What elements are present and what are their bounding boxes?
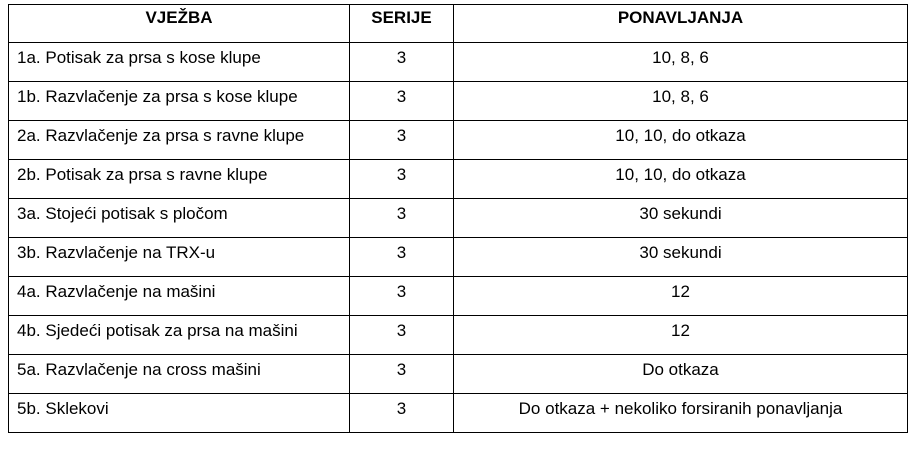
table-row <box>9 121 908 160</box>
reps-cell: 30 sekundi <box>454 199 908 238</box>
sets-cell: 3 <box>350 238 454 277</box>
workout-table <box>8 4 908 433</box>
reps-cell: Do otkaza <box>454 355 908 394</box>
header-row <box>9 5 908 43</box>
table-row <box>9 43 908 82</box>
reps-cell: 10, 10, do otkaza <box>454 121 908 160</box>
reps-cell: 30 sekundi <box>454 238 908 277</box>
exercise-cell: 3b. Razvlačenje na TRX-u <box>9 238 350 277</box>
reps-cell: 10, 10, do otkaza <box>454 160 908 199</box>
exercise-cell: 1a. Potisak za prsa s kose klupe <box>9 43 350 82</box>
reps-cell: 12 <box>454 316 908 355</box>
table-row <box>9 394 908 433</box>
sets-cell: 3 <box>350 121 454 160</box>
sets-cell: 3 <box>350 199 454 238</box>
reps-cell: 10, 8, 6 <box>454 82 908 121</box>
table-row <box>9 277 908 316</box>
sets-cell: 3 <box>350 82 454 121</box>
header-sets: SERIJE <box>350 5 454 43</box>
reps-cell: Do otkaza + nekoliko forsiranih ponavljanja <box>454 394 908 433</box>
table-row <box>9 316 908 355</box>
sets-cell: 3 <box>350 394 454 433</box>
exercise-cell: 4b. Sjedeći potisak za prsa na mašini <box>9 316 350 355</box>
header-exercise: VJEŽBA <box>9 5 350 43</box>
sets-cell: 3 <box>350 160 454 199</box>
reps-cell: 12 <box>454 277 908 316</box>
sets-cell: 3 <box>350 277 454 316</box>
exercise-cell: 5a. Razvlačenje na cross mašini <box>9 355 350 394</box>
table-row <box>9 199 908 238</box>
sets-cell: 3 <box>350 316 454 355</box>
exercise-cell: 1b. Razvlačenje za prsa s kose klupe <box>9 82 350 121</box>
sets-cell: 3 <box>350 43 454 82</box>
exercise-cell: 2b. Potisak za prsa s ravne klupe <box>9 160 350 199</box>
reps-cell: 10, 8, 6 <box>454 43 908 82</box>
table-row <box>9 238 908 277</box>
table-row <box>9 355 908 394</box>
exercise-cell: 3a. Stojeći potisak s pločom <box>9 199 350 238</box>
exercise-cell: 2a. Razvlačenje za prsa s ravne klupe <box>9 121 350 160</box>
header-reps: PONAVLJANJA <box>454 5 908 43</box>
exercise-cell: 4a. Razvlačenje na mašini <box>9 277 350 316</box>
table-row <box>9 82 908 121</box>
sets-cell: 3 <box>350 355 454 394</box>
exercise-cell: 5b. Sklekovi <box>9 394 350 433</box>
table-row <box>9 160 908 199</box>
